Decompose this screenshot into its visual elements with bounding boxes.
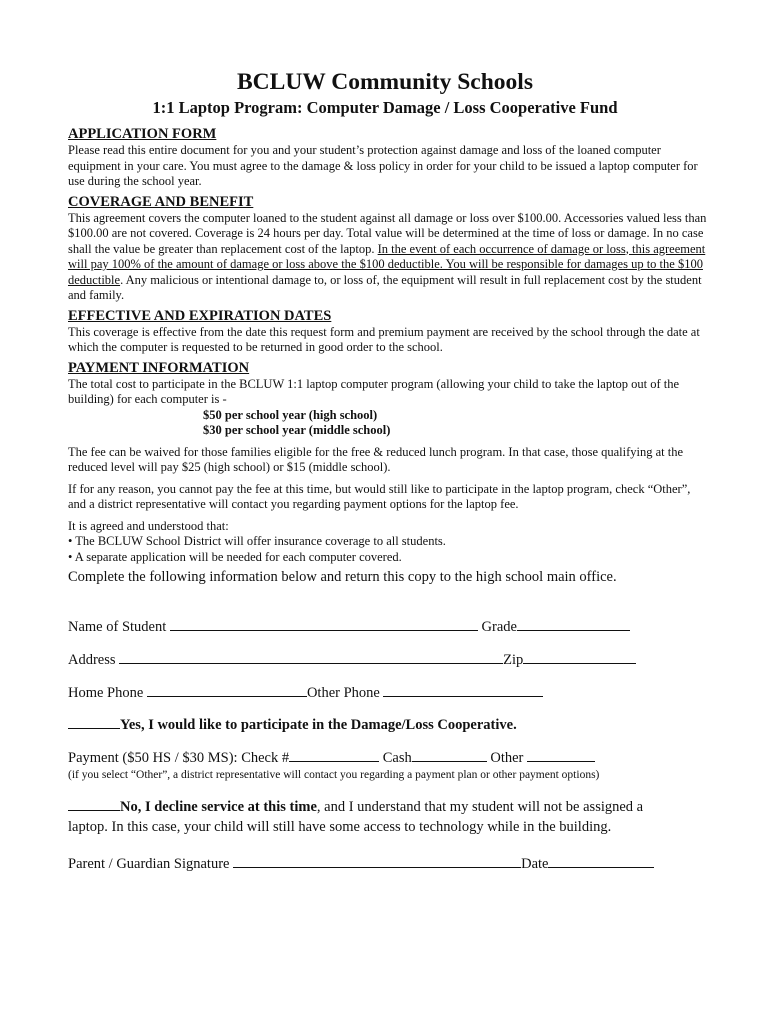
payment-heading: PAYMENT INFORMATION: [68, 359, 250, 376]
fee-middle-school: $30 per school year (middle school): [203, 423, 391, 437]
address-field[interactable]: [119, 649, 503, 664]
yes-option-text: Yes, I would like to participate in the Damage/Loss Cooperative.: [120, 717, 517, 733]
application-text: Please read this entire document for you and your student’s protection against damage and loss of the loaned computer equipment in your care. You must agree to the damage & loss policy in order for your child to be issued a laptop computer for use during the school year.: [68, 143, 698, 188]
signature-field[interactable]: [233, 853, 521, 868]
page-title: BCLUW Community Schools: [237, 69, 533, 95]
signature-row: [68, 853, 654, 873]
yes-checkbox-line[interactable]: [68, 714, 120, 729]
student-name-row: [68, 616, 630, 636]
zip-field[interactable]: [523, 649, 636, 664]
fee-high-school: $50 per school year (high school): [203, 407, 378, 422]
effective-text: This coverage is effective from the date this request form and premium payment are received by the school through the date at which the computer is requested to be returned in good order to the school.: [68, 324, 700, 354]
other-phone-field[interactable]: [383, 682, 543, 697]
phone-row: [68, 682, 543, 702]
no-option-bold: No, I decline service at this time: [120, 799, 317, 815]
cash-label: Cash: [382, 750, 412, 766]
payment-label: Payment ($50 HS / $30 MS): Check #: [68, 750, 290, 766]
home-phone-field[interactable]: [147, 682, 307, 697]
yes-option-row: [68, 714, 517, 734]
bullet-separate-application: • A separate application will be needed for each computer covered.: [68, 549, 402, 564]
other-payment-field[interactable]: [527, 747, 595, 762]
payment-note: (if you select “Other”, a district representative will contact you regarding a payment plan or other payment options): [68, 769, 600, 781]
no-checkbox-line[interactable]: [68, 796, 120, 811]
check-number-field[interactable]: [289, 747, 379, 762]
page-subtitle: 1:1 Laptop Program: Computer Damage / Loss Cooperative Fund: [152, 98, 618, 117]
grade-field[interactable]: [517, 616, 630, 631]
coverage-text: [68, 211, 708, 304]
payment-row: [68, 747, 595, 767]
address-label: Address: [68, 652, 116, 668]
agreed-text: It is agreed and understood that:: [68, 518, 229, 533]
coverage-text-underlined: In the event of each occurrence of damage or loss, this agreement will pay 100% of the amount of damage or loss above the $100 deductible. You will be responsible for damages up to the $100 deductible: [68, 241, 706, 287]
other-phone-label: Other Phone: [306, 685, 380, 701]
other-label: Other: [490, 750, 524, 766]
no-option-row: [68, 796, 678, 837]
no-option-text: , and I understand that my student will not be assigned a laptop. In this case, your child will still have some access to technology while in the building.: [68, 799, 644, 835]
coverage-heading: COVERAGE AND BENEFIT: [68, 193, 254, 210]
bullet-insurance: • The BCLUW School District will offer insurance coverage to all students.: [68, 534, 446, 548]
student-name-field[interactable]: [170, 616, 478, 631]
application-heading: APPLICATION FORM: [68, 126, 217, 142]
payment-note-row: [68, 766, 599, 784]
other-payment-text: If for any reason, you cannot pay the fee at this time, but would still like to participate in the laptop program, check “Other”, and a district representative will contact you regarding payment options for the laptop fee.: [68, 481, 691, 511]
date-field[interactable]: [548, 853, 654, 868]
signature-label: Parent / Guardian Signature: [68, 856, 230, 872]
payment-text: The total cost to participate in the BCLUW 1:1 laptop computer program (allowing your child to take the laptop out of the building) for each computer is -: [68, 376, 680, 406]
home-phone-label: Home Phone: [68, 685, 144, 701]
address-row: [68, 649, 636, 669]
date-label: Date: [521, 856, 549, 872]
cash-field[interactable]: [412, 747, 487, 762]
zip-label: Zip: [503, 652, 524, 668]
student-name-label: Name of Student: [68, 619, 167, 635]
coverage-text-b: . Any malicious or intentional damage to, or loss of, the equipment will result in full replacement cost by the student and family.: [68, 272, 702, 302]
coverage-text-a: This agreement covers the computer loaned to the student against all damage or loss over $100.00. Accessories valued less than $100.00 are not covered. Coverage is 24 hours per day. Total value will be determined at the time of loss or damage. In no case shall the value be greater than replacement cost of the laptop.: [68, 210, 707, 256]
waiver-text: The fee can be waived for those families eligible for the free & reduced lunch program. In that case, those qualifying at the reduced level will pay $25 (high school) or $15 (middle school).: [68, 444, 684, 474]
document-body: [68, 125, 708, 586]
form-instruction: Complete the following information below and return this copy to the high school main office.: [68, 569, 617, 585]
grade-label: Grade: [481, 619, 517, 635]
effective-heading: EFFECTIVE AND EXPIRATION DATES: [68, 307, 332, 324]
